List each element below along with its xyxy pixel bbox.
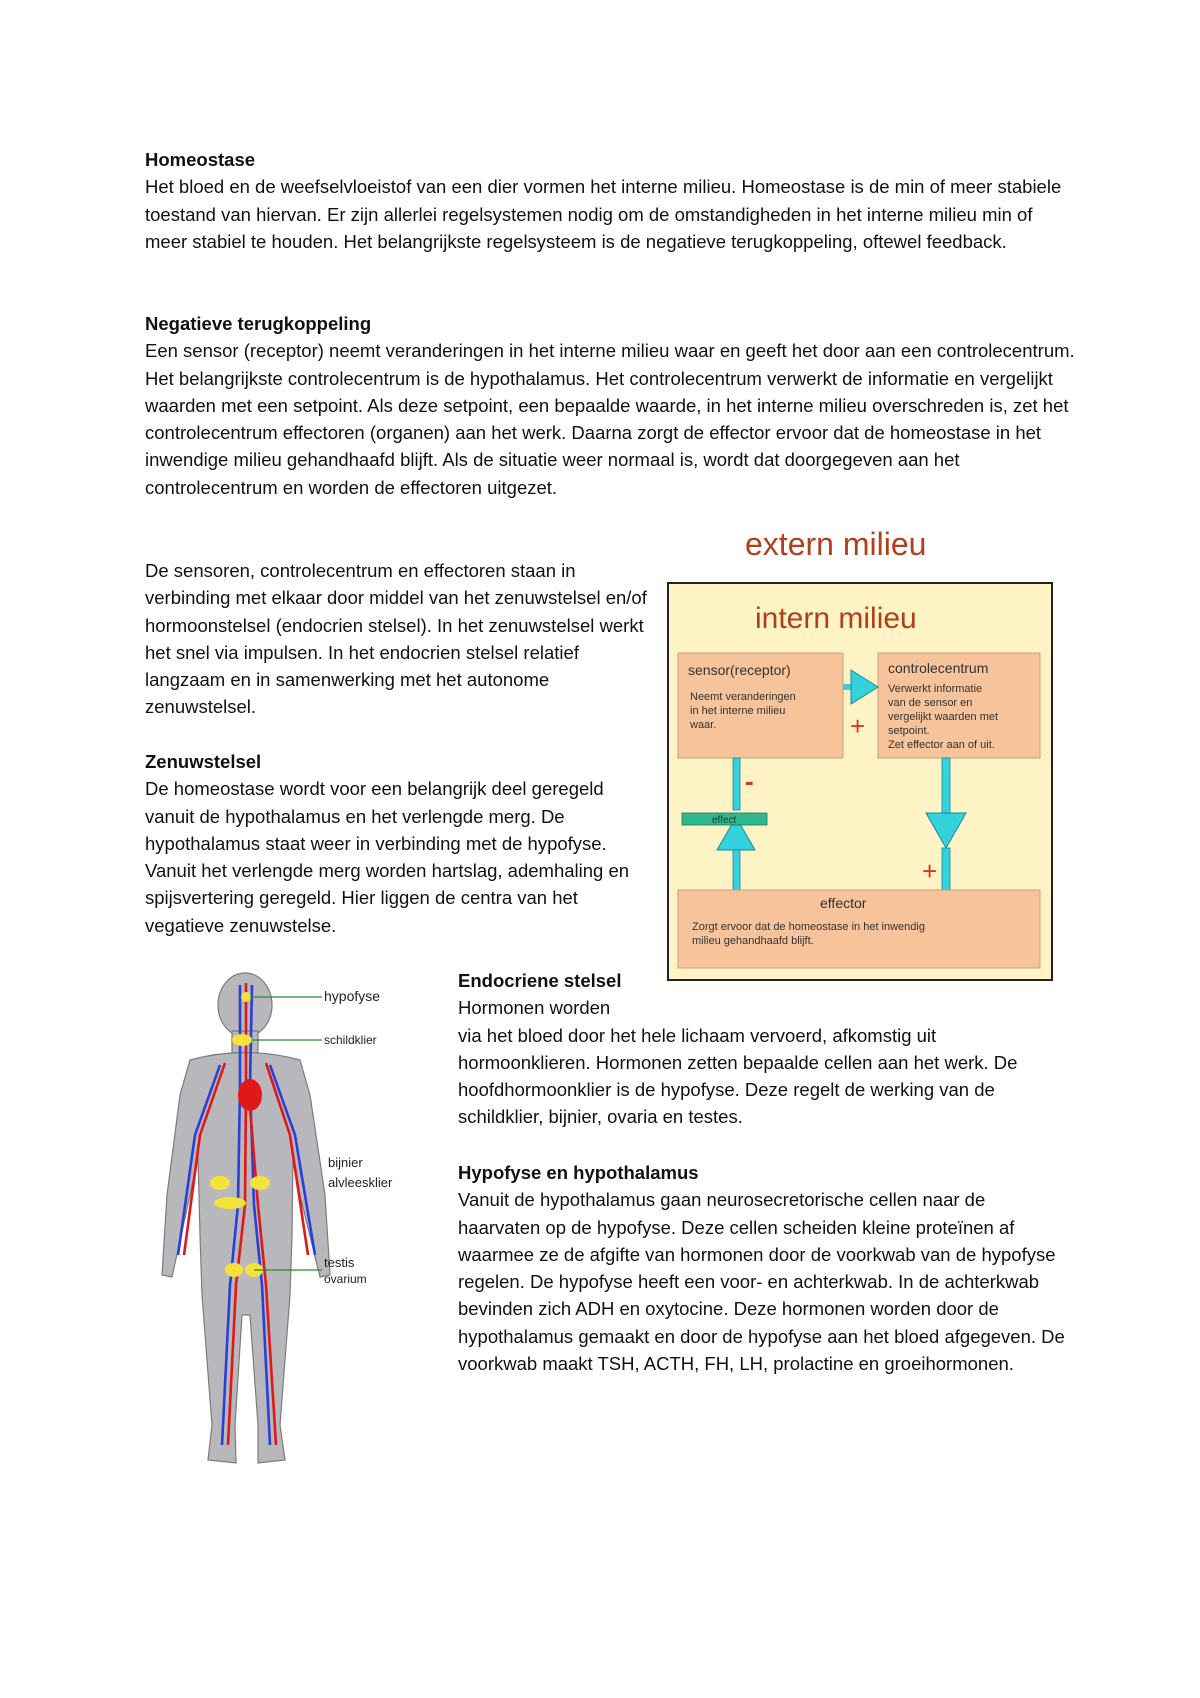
section-sensoren bbox=[145, 557, 655, 721]
paragraph-endocriene-line1: Hormonen worden bbox=[458, 997, 611, 1019]
paragraph-hypofyse: Vanuit de hypothalamus gaan neurosecretorische cellen naar de haarvaten op de hypofyse. Deze cellen scheiden kleine proteïnen af waarmee ze de afgifte van hormonen door de voorkwab van de hypofyse regelen. De hypofyse heeft een voor- en achterkwab. In de achterkwab bevinden zich ADH en oxytocine. Deze hormonen worden door de hypothalamus gemaakt en door de hypofyse aan het bloed afgegeven. De voorkwab maakt TSH, ACTH, FH, LH, prolactine en groeihormonen. bbox=[458, 1189, 1065, 1375]
paragraph-zenuwstelsel: De homeostase wordt voor een belangrijk deel geregeld vanuit de hypothalamus en het verlengde merg. De hypothalamus staat weer in verbinding met de hypofyse. Vanuit het verlengde merg worden hartslag, ademhaling en spijsvertering geregeld. Hier liggen de centra van het vegatieve zenuwstelse. bbox=[145, 778, 630, 936]
label-alvleesklier: alvleesklier bbox=[328, 1175, 393, 1190]
intern-milieu-label: intern milieu bbox=[755, 602, 917, 635]
human-body-illustration bbox=[150, 965, 430, 1485]
arrow-shaft-sensor-control bbox=[843, 684, 851, 690]
extern-milieu-label: extern milieu bbox=[745, 526, 927, 562]
paragraph-negatieve-terugkoppeling: Een sensor (receptor) neemt veranderingen in het interne milieu waar en geeft het door aan een controlecentrum. Het belangrijkste controlecentrum is de hypothalamus. Het controlecentrum verwerkt de informatie en vergelijkt waarden met een setpoint. Als deze setpoint, een bepaalde waarde, in het interne milieu overschreden is, zet het controlecentrum effectoren (organen) aan het werk. Daarna zorgt de effector ervoor dat de homeostase in het inwendige milieu gehandhaafd blijft. Als de situatie weer normaal is, wordt dat doorgegeven aan het controlecentrum en worden de effectoren uitgezet. bbox=[145, 340, 1075, 498]
heading-negatieve-terugkoppeling: Negatieve terugkoppeling bbox=[145, 313, 372, 334]
label-testis: testis bbox=[324, 1255, 355, 1270]
effector-title: effector bbox=[820, 895, 867, 911]
heading-zenuwstelsel: Zenuwstelsel bbox=[145, 751, 262, 772]
arrow-shaft-down-bottom bbox=[942, 848, 950, 890]
controlecentrum-text bbox=[888, 683, 1001, 751]
feedback-diagram bbox=[660, 520, 1070, 985]
effector-text-line: Zorgt ervoor dat de homeostase in het inwendig bbox=[692, 921, 925, 933]
label-bijnier: bijnier bbox=[328, 1155, 363, 1170]
controlecentrum-text-line: van de sensor en bbox=[888, 697, 973, 709]
controlecentrum-text-line: Zet effector aan of uit. bbox=[888, 739, 995, 751]
controlecentrum-title: controlecentrum bbox=[888, 660, 989, 676]
effector-text-line: milieu gehandhaafd blijft. bbox=[692, 935, 814, 947]
effect-label: effect bbox=[712, 815, 737, 826]
sensor-text-line: waar. bbox=[690, 719, 717, 731]
arrow-shaft-up-top bbox=[733, 758, 740, 810]
label-hypofyse: hypofyse bbox=[324, 988, 381, 1004]
sensor-text-line: in het interne milieu bbox=[690, 705, 786, 717]
sensor-title: sensor(receptor) bbox=[688, 662, 791, 678]
heading-homeostase: Homeostase bbox=[145, 149, 256, 170]
label-ovarium: ovarium bbox=[324, 1272, 367, 1286]
section-endocriene-stelsel bbox=[458, 967, 1068, 1131]
section-hypofyse bbox=[458, 1159, 1068, 1377]
minus-sign: - bbox=[745, 766, 754, 796]
paragraph-sensoren: De sensoren, controlecentrum en effectoren staan in verbinding met elkaar door middel van het zenuwstelsel en/of hormoonstelsel (endocrien stelsel). In het zenuwstelsel werkt het snel via impulsen. In het endocrien stelsel relatief langzaam en in samenwerking met het autonome zenuwstelsel. bbox=[145, 560, 647, 718]
section-homeostase bbox=[145, 146, 1075, 255]
section-negatieve-terugkoppeling bbox=[145, 310, 1075, 501]
controlecentrum-text-line: vergelijkt waarden met bbox=[888, 711, 999, 723]
heading-endocriene-stelsel: Endocriene stelsel bbox=[458, 970, 622, 991]
controlecentrum-text-line: Verwerkt informatie bbox=[888, 683, 983, 695]
sensor-text-line: Neemt veranderingen bbox=[690, 691, 796, 703]
controlecentrum-text-line: setpoint. bbox=[888, 725, 930, 737]
plus-sign: + bbox=[850, 711, 866, 741]
label-schildklier: schildklier bbox=[324, 1033, 377, 1047]
arrow-shaft-down-top bbox=[942, 758, 950, 813]
heading-hypofyse: Hypofyse en hypothalamus bbox=[458, 1162, 699, 1183]
paragraph-homeostase: Het bloed en de weefselvloeistof van een dier vormen het interne milieu. Homeostase is de min of meer stabiele toestand van hiervan. Er zijn allerlei regelsystemen nodig om de omstandigheden in het interne milieu min of meer stabiel te houden. Het belangrijkste regelsysteem is de negatieve terugkoppeling, oftewel feedback. bbox=[145, 176, 1062, 252]
section-zenuwstelsel bbox=[145, 748, 655, 939]
heart bbox=[238, 1079, 262, 1111]
plus-sign: + bbox=[922, 856, 938, 886]
paragraph-endocriene-stelsel: via het bloed door het hele lichaam vervoerd, afkomstig uit hormoonklieren. Hormonen zetten bepaalde cellen aan het werk. De hoofdhormoonklier is de hypofyse. Deze regelt de werking van de schildklier, bijnier, ovaria en testes. bbox=[458, 1024, 1018, 1128]
